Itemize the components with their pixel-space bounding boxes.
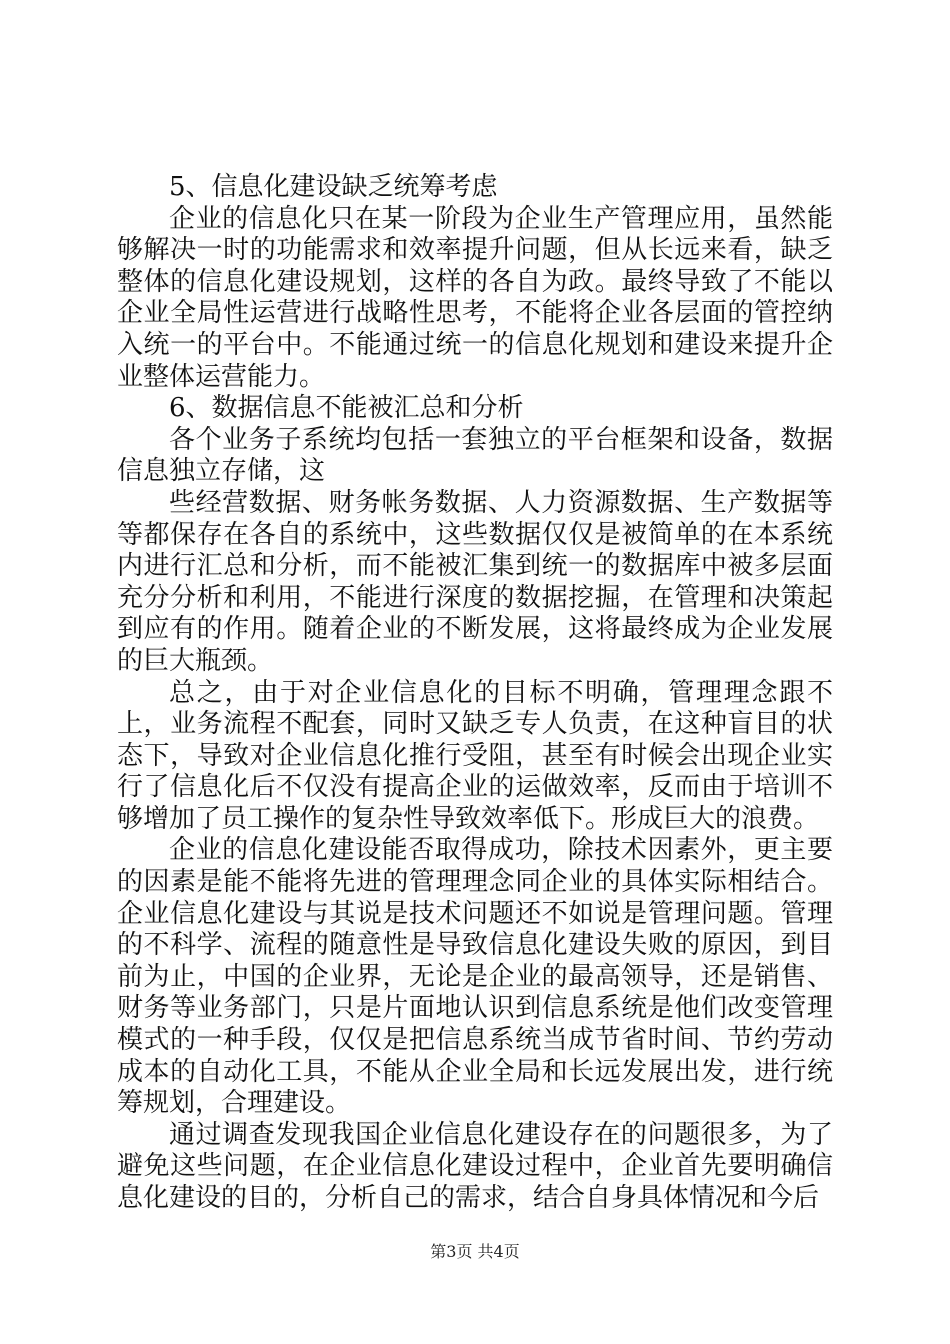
- paragraph: 些经营数据、财务帐务数据、人力资源数据、生产数据等等都保存在各自的系统中，这些数据仅仅是被简单的在本系统内进行汇总和分析，而不能被汇集到统一的数据库中被多层面充分分析和利用，不能进行深度的数据挖掘，在管理和决策起到应有的作用。随着企业的不断发展，这将最终成为企业发展的巨大瓶颈。: [117, 487, 833, 676]
- section-heading-5: 5、信息化建设缺乏统筹考虑: [169, 172, 498, 202]
- paragraph: 企业的信息化只在某一阶段为企业生产管理应用，虽然能够解决一时的功能需求和效率提升问题，但从长远来看，缺乏整体的信息化建设规划，这样的各自为政。最终导致了不能以企业全局性运营进行战略性思考，不能将企业各层面的管控纳入统一的平台中。不能通过统一的信息化规划和建设来提升企业整体运营能力。: [117, 203, 833, 392]
- document-body: [117, 172, 833, 1215]
- paragraph: 企业的信息化建设能否取得成功，除技术因素外，更主要的因素是能不能将先进的管理理念同企业的具体实际相结合。企业信息化建设与其说是技术问题还不如说是管理问题。管理的不科学、流程的随意性是导致信息化建设失败的原因，到目前为止，中国的企业界，无论是企业的最高领导，还是销售、财务等业务部门，只是片面地认识到信息系统是他们改变管理模式的一种手段，仅仅是把信息系统当成节省时间、节约劳动成本的自动化工具，不能从企业全局和长远发展出发，进行统筹规划，合理建设。: [117, 835, 833, 1119]
- section-heading-6: 6、数据信息不能被汇总和分析: [169, 393, 524, 424]
- paragraph: 各个业务子系统均包括一套独立的平台框架和设备，数据信息独立存储，这: [117, 424, 833, 487]
- paragraph: 通过调查发现我国企业信息化建设存在的问题很多，为了避免这些问题，在企业信息化建设过程中，企业首先要明确信息化建设的目的，分析自己的需求，结合自身具体情况和今后: [117, 1119, 833, 1213]
- page-number-footer: 第3页 共4页: [430, 1242, 520, 1261]
- paragraph: 总之，由于对企业信息化的目标不明确，管理理念跟不上，业务流程不配套，同时又缺乏专人负责，在这种盲目的状态下，导致对企业信息化推行受阻，甚至有时候会出现企业实行了信息化后不仅没有提高企业的运做效率，反而由于培训不够增加了员工操作的复杂性导致效率低下。形成巨大的浪费。: [117, 677, 833, 834]
